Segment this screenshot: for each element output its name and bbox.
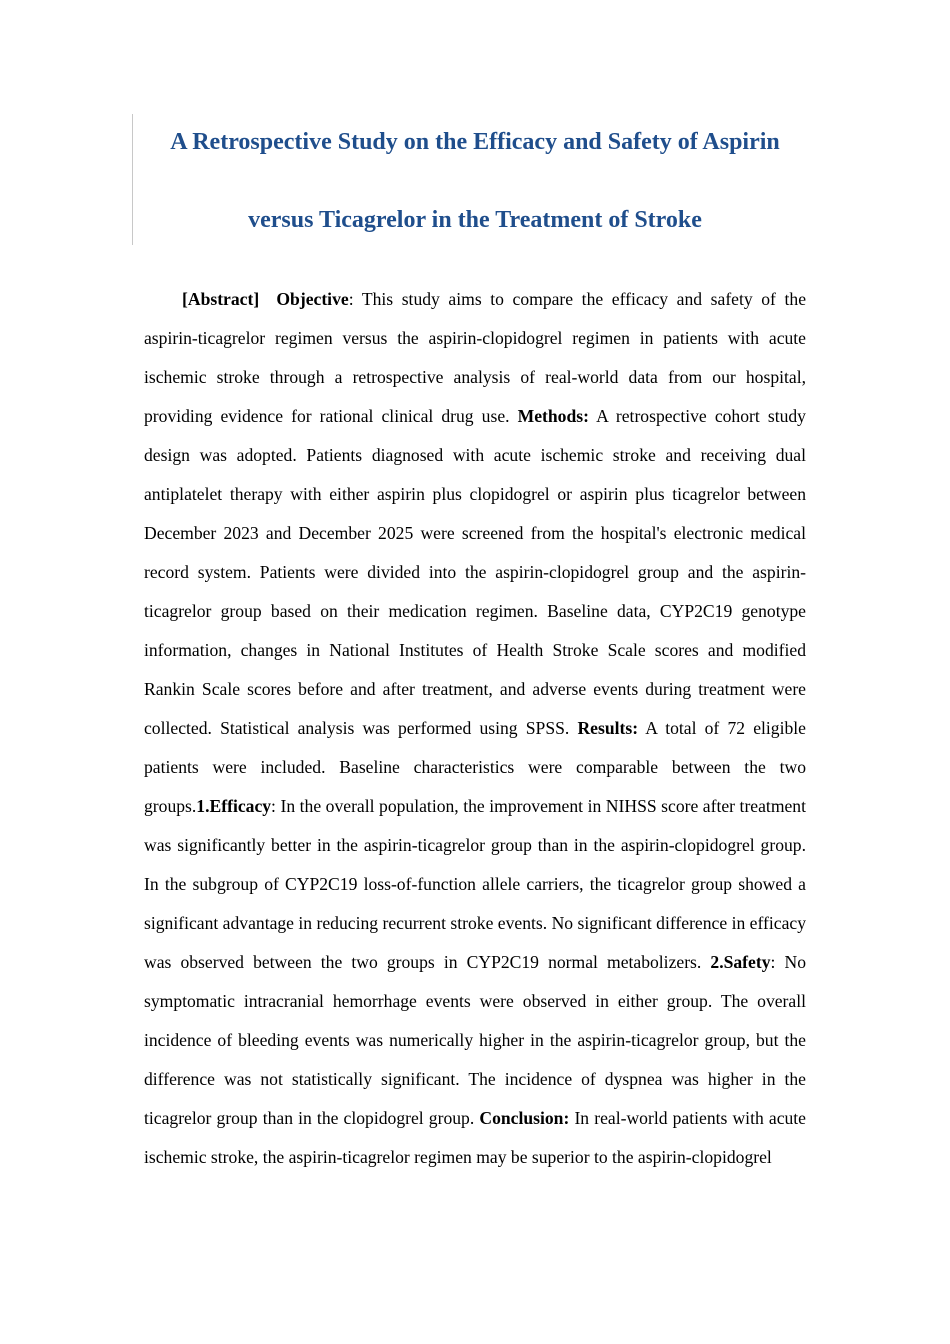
safety-text: : No symptomatic intracranial hemorrhage events were observed in either group. The overall incidence of bleeding events was numerically higher in the aspirin-ticagrelor group, but the difference was not statistically significant. The incidence of dyspnea was higher in the ticagrelor group than in the clopidogrel group. bbox=[144, 952, 807, 1128]
results-text: A total of 72 eligible patients were included. Baseline characteristics were comparable between the two groups. bbox=[144, 718, 806, 816]
safety-label: 2.Safety bbox=[710, 952, 771, 972]
results-label: Results: bbox=[577, 718, 639, 738]
abstract-paragraph bbox=[144, 280, 806, 1177]
efficacy-label: 1.Efficacy bbox=[196, 796, 272, 816]
efficacy-text: : In the overall population, the improvement in NIHSS score after treatment was significantly better in the aspirin-ticagrelor group than in the aspirin-clopidogrel group. In the subgroup of CYP2C19 loss-of-function allele carriers, the ticagrelor group showed a significant advantage in reducing recurrent stroke events. No significant difference in efficacy was observed between the two groups in CYP2C19 normal metabolizers. bbox=[144, 796, 806, 972]
margin-rule bbox=[132, 114, 133, 245]
objective-text: : This study aims to compare the efficacy and safety of the aspirin-ticagrelor regimen versus the aspirin-clopidogrel regimen in patients with acute ischemic stroke through a retrospective analysis of real-world data from our hospital, providing evidence for rational clinical drug use. bbox=[144, 289, 807, 426]
objective-label: Objective bbox=[276, 289, 349, 309]
paper-title bbox=[144, 120, 806, 242]
paper-title-line-1: A Retrospective Study on the Efficacy and Safety of Aspirin bbox=[170, 129, 780, 155]
abstract-label: [Abstract] bbox=[182, 289, 260, 309]
conclusion-text: In real-world patients with acute ischemic stroke, the aspirin-ticagrelor regimen may be superior to the aspirin-clopidogrel bbox=[144, 1108, 806, 1167]
paper-title-line-2: versus Ticagrelor in the Treatment of Stroke bbox=[248, 207, 702, 233]
conclusion-label: Conclusion: bbox=[479, 1108, 570, 1128]
methods-text: A retrospective cohort study design was adopted. Patients diagnosed with acute ischemic stroke and receiving dual antiplatelet therapy with either aspirin plus clopidogrel or aspirin plus ticagrelor between December 2023 and December 2025 were screened from the hospital's electronic medical record system. Patients were divided into the aspirin-clopidogrel group and the aspirin-ticagrelor group based on their medication regimen. Baseline data, CYP2C19 genotype information, changes in National Institutes of Health Stroke Scale scores and modified Rankin Scale scores before and after treatment, and adverse events during treatment were collected. Statistical analysis was performed using SPSS. bbox=[144, 406, 806, 738]
methods-label: Methods: bbox=[517, 406, 589, 426]
